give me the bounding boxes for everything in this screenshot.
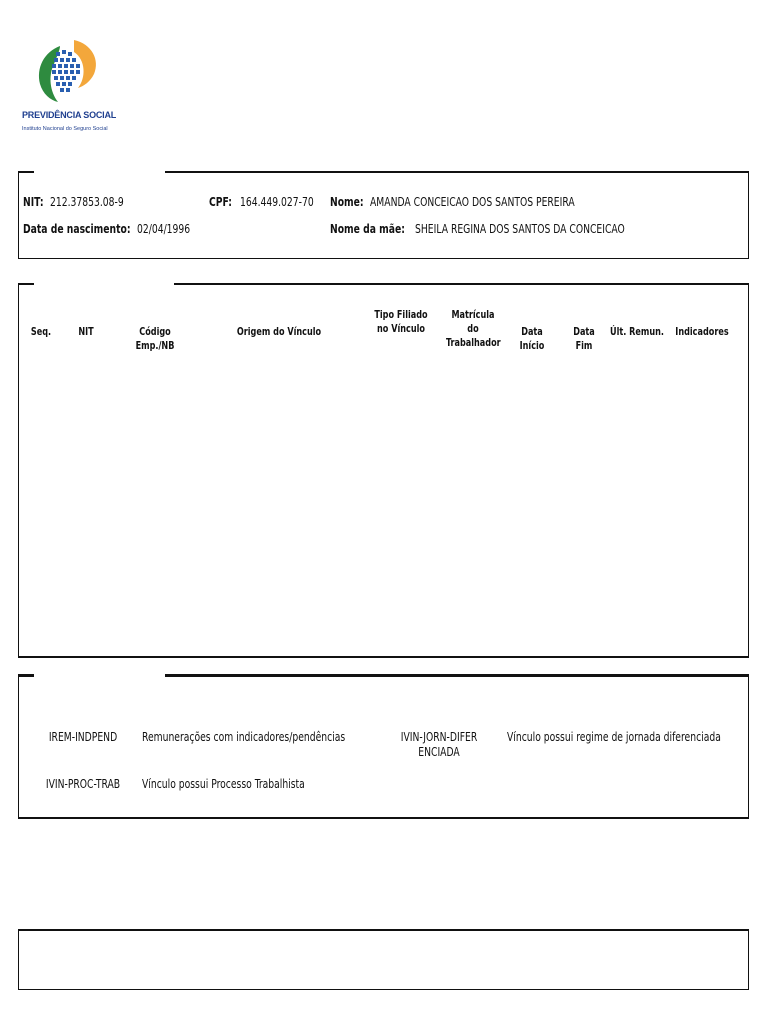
header-codigo: Código Emp./NB [135, 325, 175, 352]
legend-code: IREM-INDPEND [48, 729, 118, 744]
legend-code: IVIN-JORN-DIFERENCIADA [400, 729, 478, 759]
logo-subtitle: Instituto Nacional do Seguro Social [22, 126, 108, 132]
vinculos-table [18, 283, 749, 658]
nome-value: AMANDA CONCEICAO DOS SANTOS PEREIRA [370, 194, 575, 209]
legend-description: Remunerações com indicadores/pendências [142, 729, 346, 744]
identification-section [18, 171, 749, 259]
nascimento-label: Data de nascimento: [23, 221, 131, 236]
legend-description: Vínculo possui regime de jornada diferenciada [507, 729, 721, 744]
header-origem: Origem do Vínculo [236, 325, 322, 338]
header-tipo-filiado: Tipo Filiado no Vínculo [374, 308, 428, 335]
header-data-fim: Data Fim [573, 325, 595, 352]
legend-description: Vínculo possui Processo Trabalhista [142, 776, 305, 791]
header-matricula: Matrícula do Trabalhador [445, 308, 501, 349]
nit-value: 212.37853.08-9 [50, 194, 124, 209]
nome-label: Nome: [330, 194, 364, 209]
legend-code: IVIN-PROC-TRAB [45, 776, 121, 791]
header-seq: Seq. [30, 325, 52, 338]
logo-title: PREVIDÊNCIA SOCIAL [22, 110, 117, 120]
cpf-value: 164.449.027-70 [240, 194, 314, 209]
previdencia-logo-icon [30, 38, 100, 108]
previdencia-social-logo [20, 38, 117, 140]
indicadores-legend [18, 674, 749, 819]
header-data-inicio: Data Início [519, 325, 545, 352]
cpf-label: CPF: [209, 194, 232, 209]
mae-value: SHEILA REGINA DOS SANTOS DA CONCEICAO [415, 221, 625, 236]
nit-label: NIT: [23, 194, 44, 209]
footer-box [18, 929, 749, 990]
header-ult-remun: Últ. Remun. [609, 325, 665, 338]
nascimento-value: 02/04/1996 [137, 221, 191, 236]
header-indicadores: Indicadores [675, 325, 729, 338]
header-nit: NIT [78, 325, 94, 338]
mae-label: Nome da mãe: [330, 221, 405, 236]
